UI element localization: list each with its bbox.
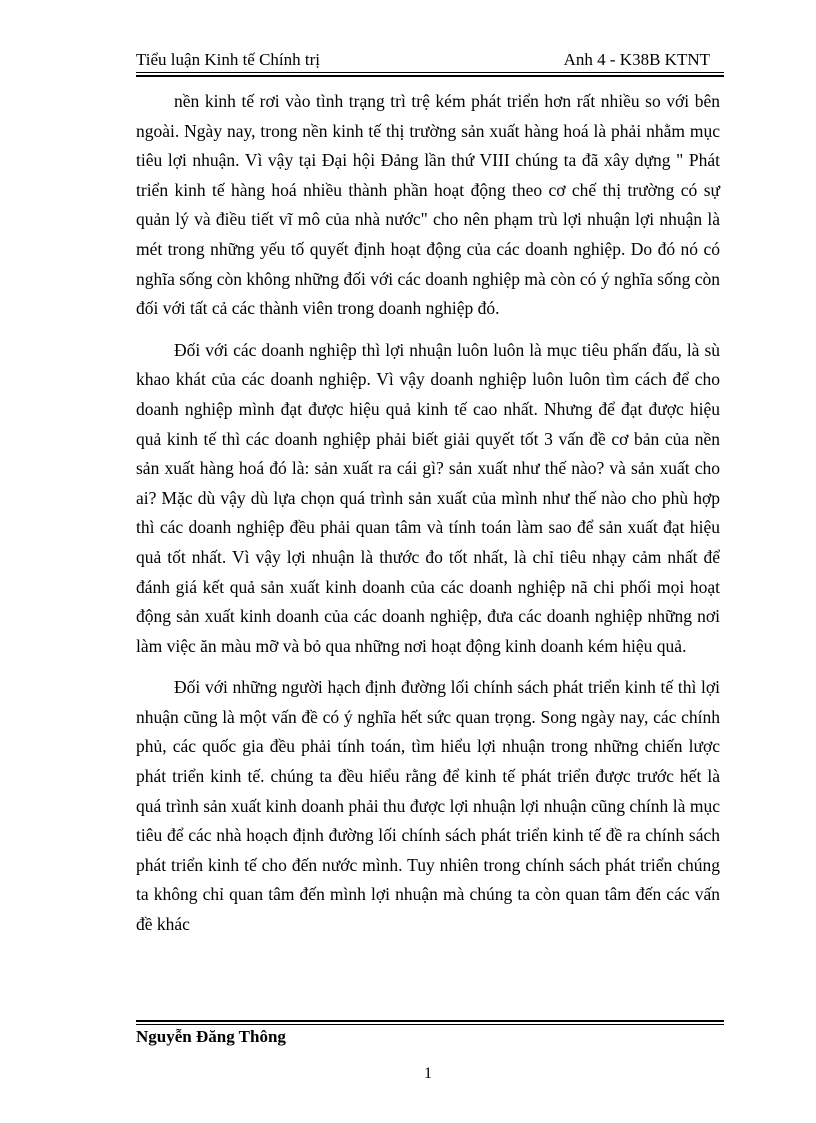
page-header [136, 50, 724, 74]
header-title: Tiểu luận Kinh tế Chính trị [136, 50, 321, 69]
page-number: 1 [424, 1065, 432, 1082]
author-name: Nguyễn Đăng Thông [136, 1027, 286, 1046]
footer-rule-top [136, 1020, 724, 1022]
body-text [136, 87, 720, 952]
header-rule-top [136, 72, 724, 73]
header-rule-bottom [136, 75, 724, 77]
paragraph-1: nền kinh tế rơi vào tình trạng trì trệ kém phát triển hơn rất nhiều so với bên ngoài. Ngày nay, trong nền kinh tế thị trường sản xuất hàng hoá là phải nhằm mục tiêu lợi nhuận. Vì vậy tại Đại hội Đảng lần thứ VIII chúng ta đã xây dựng " Phát triển kinh tế hàng hoá nhiều thành phần hoạt động theo cơ chế thị trường có sự quản lý và điều tiết vĩ mô của nhà nước" cho nên phạm trù lợi nhuận lợi nhuận là mét trong những yếu tố quyết định hoạt động của các doanh nghiệp. Do đó nó có nghĩa sống còn không những đối với các doanh nghiệp mà còn có ý nghĩa sống còn đối với tất cả các thành viên trong doanh nghiệp đó. [136, 91, 720, 319]
header-class: Anh 4 - K38B KTNT [563, 50, 710, 69]
paragraph-3: Đối với những người hạch định đường lối chính sách phát triển kinh tế thì lợi nhuận cũng là một vấn đề có ý nghĩa hết sức quan trọng. Song ngày nay, các chính phủ, các quốc gia đều phải tính toán, tìm hiểu lợi nhuận trong những chiến lược phát triển kinh tế. chúng ta đều hiểu rằng để kinh tế phát triển được trước hết là quá trình sản xuất kinh doanh phải thu được lợi nhuận lợi nhuận cũng chính là mục tiêu để các nhà hoạch định đường lối chính sách phát triển kinh tế đề ra chính sách phát triển kinh tế cho đến nước mình. Tuy nhiên trong chính sách phát triển chúng ta không chỉ quan tâm đến mình lợi nhuận mà chúng ta còn quan tâm đến các vấn đề khác [136, 677, 720, 935]
footer-rule-bottom [136, 1024, 724, 1025]
paragraph-2: Đối với các doanh nghiệp thì lợi nhuận luôn luôn là mục tiêu phấn đấu, là sù khao khát của các doanh nghiệp. Vì vậy doanh nghiệp luôn luôn tìm cách để cho doanh nghiệp mình đạt được hiệu quả kinh tế cao nhất. Nhưng để đạt được hiệu quả kinh tế thì các doanh nghiệp phải biết giải quyết tốt 3 vấn đề cơ bản của nền sản xuất hàng hoá đó là: sản xuất ra cái gì? sản xuất như thế nào? và sản xuất cho ai? Mặc dù vậy dù lựa chọn quá trình sản xuất của mình như thế nào cho phù hợp thì các doanh nghiệp đều phải quan tâm và tính toán làm sao để sản xuất đạt hiệu quả tốt nhất. Vì vậy lợi nhuận là thước đo tốt nhất, là chỉ tiêu nhạy cảm nhất để đánh giá kết quả sản xuất kinh doanh của các doanh nghiệp nã chi phối mọi hoạt động sản xuất kinh doanh của các doanh nghiệp, đưa các doanh nghiệp những nơi làm việc ăn màu mỡ và bỏ qua những nơi hoạt động kinh doanh kém hiệu quả. [136, 339, 720, 656]
